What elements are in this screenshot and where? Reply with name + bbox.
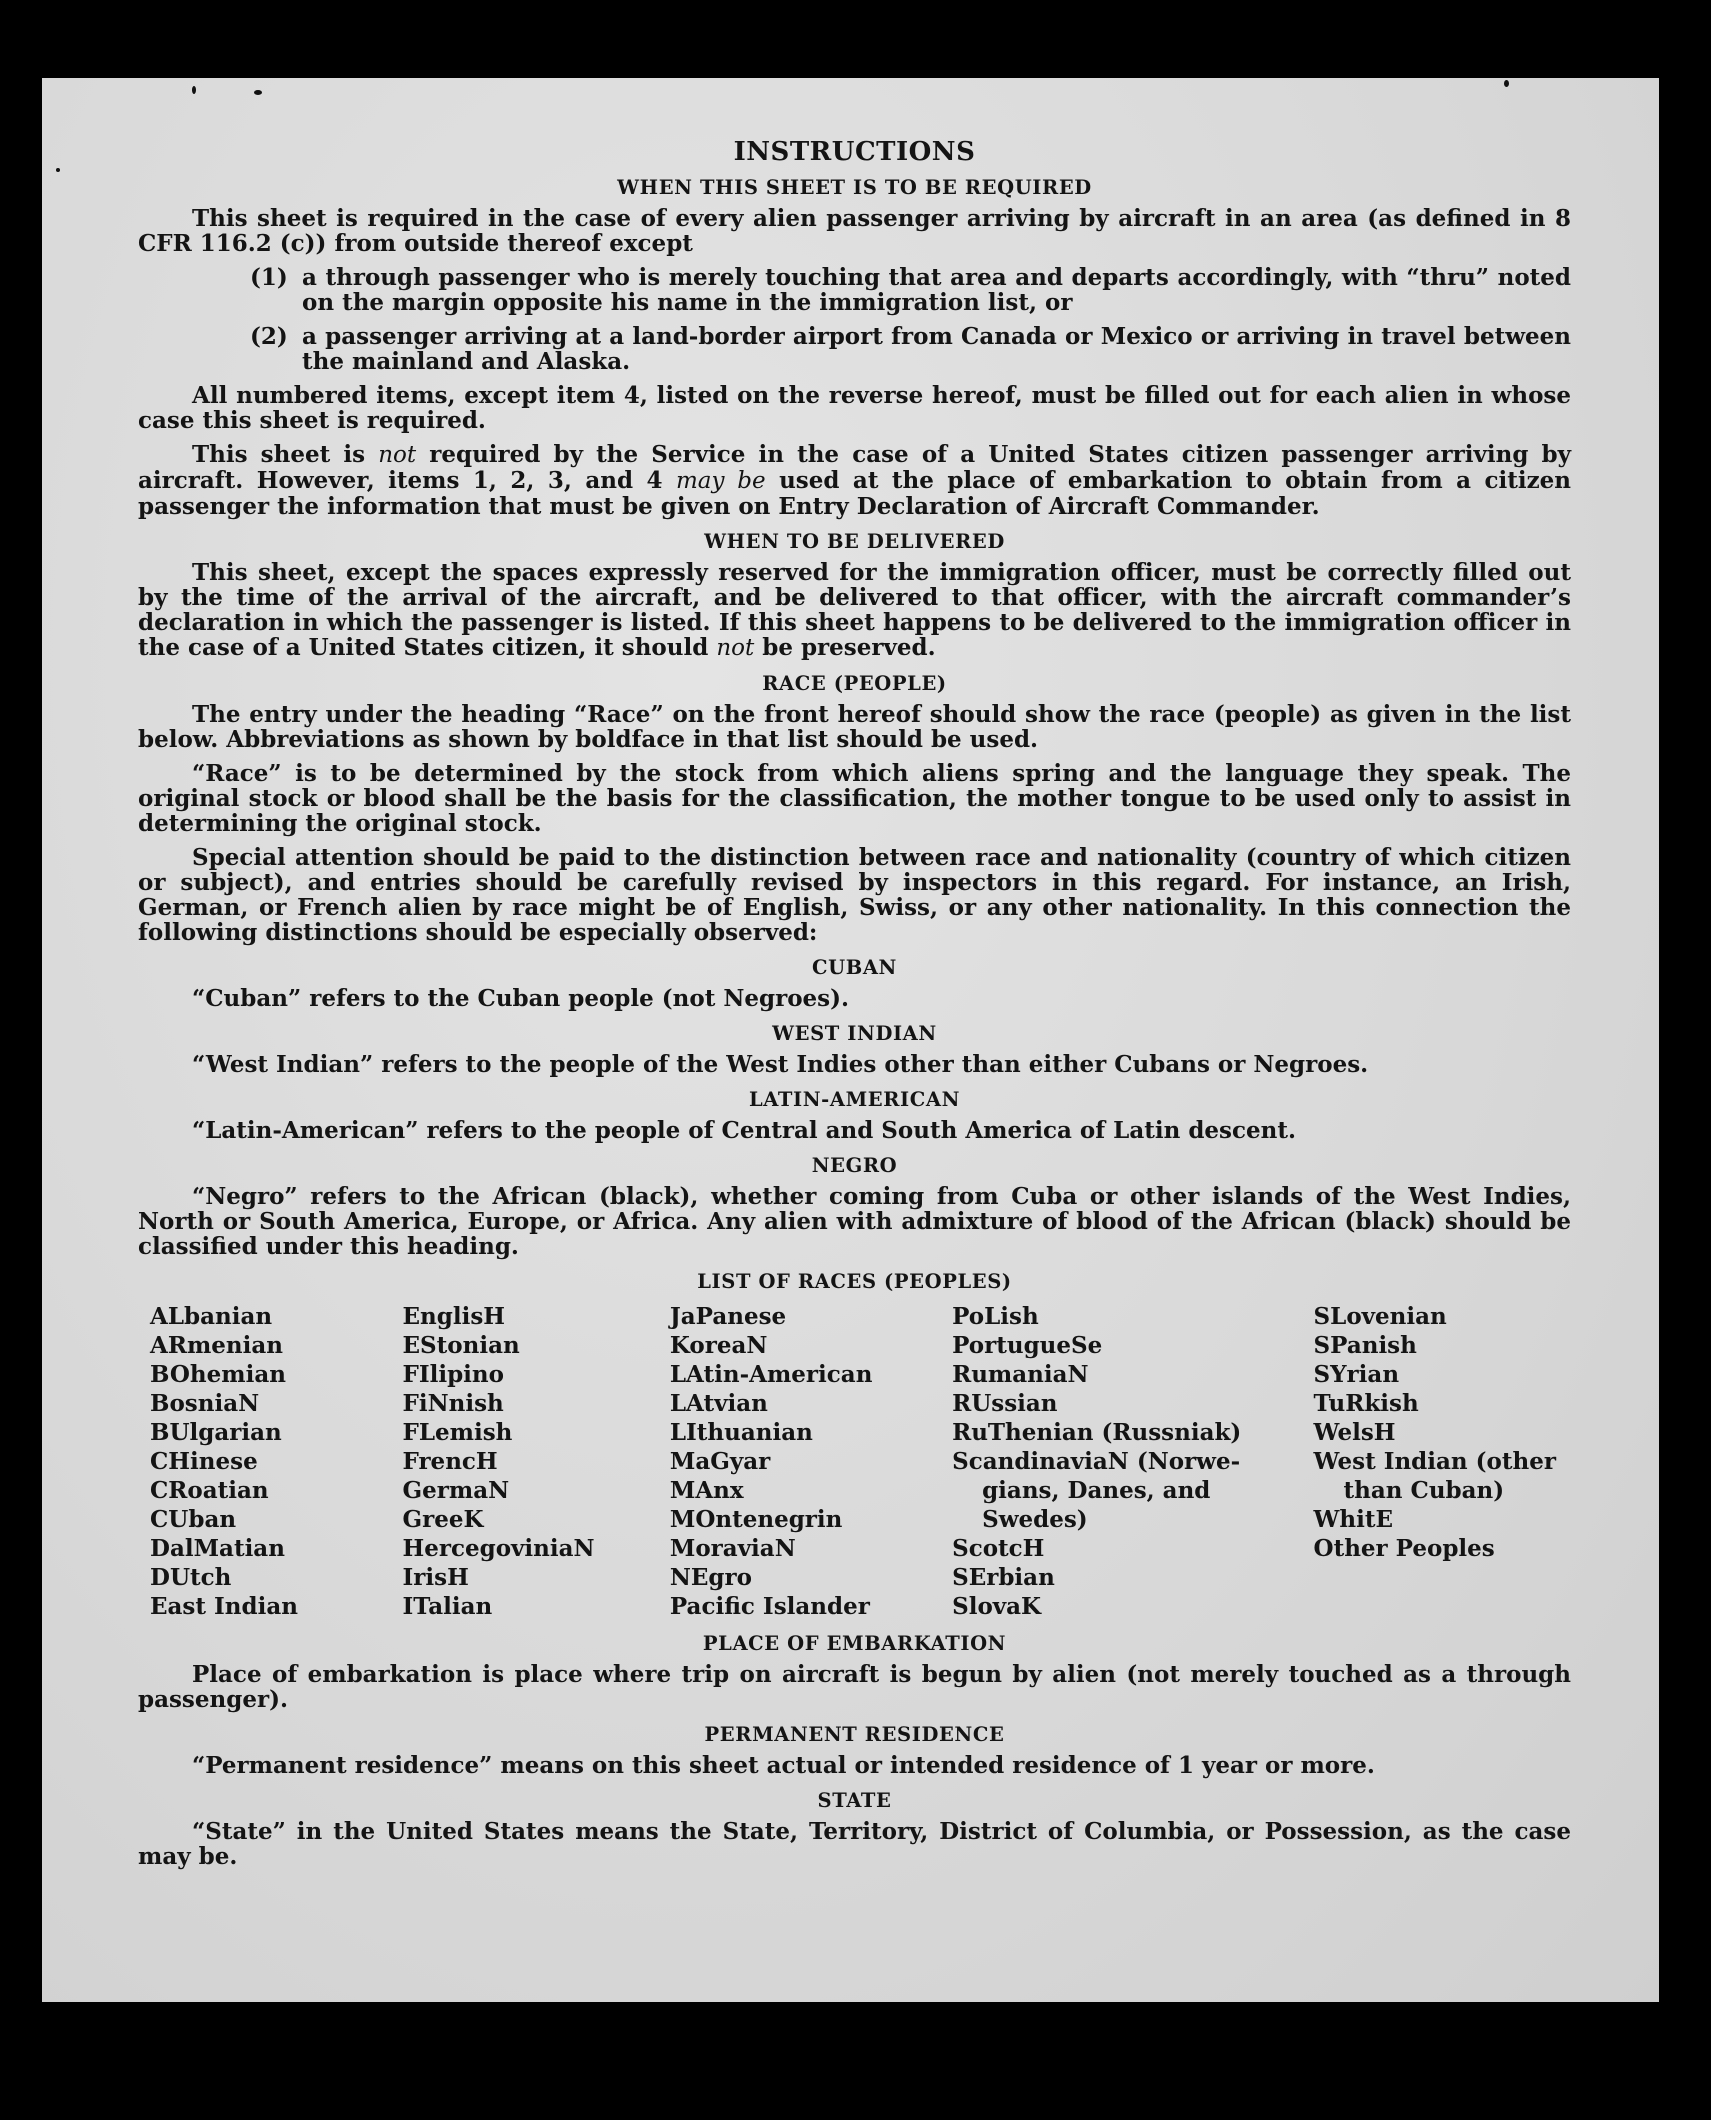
race-entry: SErbian bbox=[952, 1564, 1055, 1591]
race-entry: PortugueSe bbox=[952, 1332, 1103, 1359]
heading-list-of-races: LIST OF RACES (PEOPLES) bbox=[697, 1270, 1012, 1293]
required-citizen-note: This sheet is not required by the Service in the case of a United States citizen passenger arriving by aircraft. However, items 1, 2, 3, and 4 may be used at the place of embarkation to obtain from a citizen passenger the information that must be given on Entry Declaration of Aircraft Commander. bbox=[138, 441, 1571, 520]
race-entry: than Cuban) bbox=[1343, 1477, 1505, 1504]
race-entry: East Indian bbox=[150, 1593, 298, 1620]
race-entry: BosniaN bbox=[150, 1390, 260, 1417]
heading-permanent-residence: PERMANENT RESIDENCE bbox=[704, 1723, 1005, 1746]
heading-when-delivered: WHEN TO BE DELIVERED bbox=[704, 530, 1005, 553]
west-indian-definition: “West Indian” refers to the people of the West Indies other than either Cubans or Negroes. bbox=[192, 1051, 1369, 1078]
race-entry: FLemish bbox=[402, 1419, 513, 1446]
race-entry: BUlgarian bbox=[150, 1419, 282, 1446]
race-entry: MaGyar bbox=[669, 1448, 771, 1475]
race-entry: WelsH bbox=[1313, 1419, 1396, 1446]
race-entry: West Indian (other bbox=[1313, 1448, 1556, 1475]
exception-number: (1) bbox=[250, 264, 288, 291]
race-entry: RUssian bbox=[952, 1390, 1058, 1417]
scan-speck bbox=[254, 90, 262, 95]
residence-definition: “Permanent residence” means on this sheet actual or intended residence of 1 year or more. bbox=[192, 1752, 1375, 1779]
heading-negro: NEGRO bbox=[811, 1154, 898, 1177]
race-entry: MoraviaN bbox=[669, 1535, 796, 1562]
race-entry: ScotcH bbox=[952, 1535, 1045, 1562]
race-entry: RumaniaN bbox=[952, 1361, 1089, 1388]
race-paragraph-1: The entry under the heading “Race” on the front hereof should show the race (people) as given in the list below. Abbreviations as shown by boldface in that list should be used. bbox=[138, 701, 1571, 753]
required-numbered-items: All numbered items, except item 4, listed on the reverse hereof, must be filled out for each alien in whose case this sheet is required. bbox=[138, 382, 1571, 434]
race-entry: LAtvian bbox=[669, 1390, 768, 1417]
race-entry: ScandinaviaN (Norwe- bbox=[952, 1448, 1241, 1475]
heading-cuban: CUBAN bbox=[812, 956, 897, 979]
race-entry: WhitE bbox=[1313, 1506, 1393, 1533]
race-entry: DalMatian bbox=[150, 1535, 285, 1562]
race-entry: DUtch bbox=[150, 1564, 232, 1591]
race-entry: GermaN bbox=[402, 1477, 510, 1504]
race-entry: IrisH bbox=[402, 1564, 469, 1591]
cuban-definition: “Cuban” refers to the Cuban people (not Negroes). bbox=[192, 985, 850, 1012]
race-entry: GreeK bbox=[402, 1506, 484, 1533]
race-entry: CHinese bbox=[150, 1448, 258, 1475]
race-entry: SlovaK bbox=[952, 1593, 1042, 1620]
race-entry: SYrian bbox=[1313, 1361, 1400, 1388]
race-entry: CUban bbox=[150, 1506, 237, 1533]
race-entry: NEgro bbox=[669, 1564, 752, 1591]
delivered-text: This sheet, except the spaces expressly reserved for the immigration officer, must be correctly filled out by the time of the arrival of the aircraft, and be delivered to that officer, with the aircraft commander’s declaration in which the passenger is listed. If this sheet happens to be delivered to the immigration officer in the case of a United States citizen, it should not be preserved. bbox=[138, 559, 1571, 661]
heading-embarkation: PLACE OF EMBARKATION bbox=[702, 1632, 1007, 1655]
exception-text: a passenger arriving at a land-border airport from Canada or Mexico or arriving in travel between the mainland and Alaska. bbox=[302, 323, 1571, 375]
race-entry: PoLish bbox=[952, 1303, 1039, 1330]
race-entry: FiNnish bbox=[402, 1390, 504, 1417]
scan-speck bbox=[1504, 80, 1509, 87]
negro-definition: “Negro” refers to the African (black), whether coming from Cuba or other islands of the West Indies, North or South America, Europe, or Africa. Any alien with admixture of blood of the African (black) should be classified under this heading. bbox=[138, 1183, 1571, 1260]
races-column-5 bbox=[1314, 1302, 1571, 1621]
race-paragraph-3: Special attention should be paid to the distinction between race and nationality (country of which citizen or subject), and entries should be carefully revised by inspectors in this regard. For instance, an Irish, German, or French alien by race might be of English, Swiss, or any other nationality. In this connection the following distinctions should be especially observed: bbox=[138, 844, 1571, 946]
races-column-2 bbox=[403, 1302, 670, 1621]
race-entry: HercegoviniaN bbox=[402, 1535, 595, 1562]
race-entry: FIlipino bbox=[402, 1361, 504, 1388]
exception-text: a through passenger who is merely touching that area and departs accordingly, with “thru” noted on the margin opposite his name in the immigration list, or bbox=[302, 264, 1571, 316]
race-entry: TuRkish bbox=[1313, 1390, 1419, 1417]
race-paragraph-2: “Race” is to be determined by the stock from which aliens spring and the language they speak. The original stock or blood shall be the basis for the classification, the mother tongue to be used only to assist in determining the original stock. bbox=[138, 760, 1571, 837]
race-entry: ALbanian bbox=[150, 1303, 273, 1330]
scan-speck bbox=[192, 86, 196, 94]
races-column-4 bbox=[952, 1302, 1313, 1621]
race-entry: SLovenian bbox=[1313, 1303, 1447, 1330]
race-entry: CRoatian bbox=[150, 1477, 269, 1504]
race-entry: SPanish bbox=[1313, 1332, 1417, 1359]
scan-speck bbox=[56, 168, 60, 172]
race-entry: EStonian bbox=[402, 1332, 520, 1359]
race-entry: Pacific Islander bbox=[669, 1593, 870, 1620]
race-entry: LAtin-American bbox=[669, 1361, 873, 1388]
race-entry: ITalian bbox=[402, 1593, 493, 1620]
race-entry: MAnx bbox=[669, 1477, 744, 1504]
heading-race: RACE (PEOPLE) bbox=[762, 672, 947, 695]
heading-state: STATE bbox=[817, 1789, 892, 1812]
page-title: INSTRUCTIONS bbox=[733, 137, 976, 167]
exception-item-1 bbox=[138, 265, 1571, 315]
race-entry: Swedes) bbox=[982, 1506, 1088, 1533]
document-page bbox=[42, 78, 1659, 2002]
embarkation-definition: Place of embarkation is place where trip on aircraft is begun by alien (not merely touched as a through passenger). bbox=[138, 1661, 1571, 1713]
required-intro: This sheet is required in the case of every alien passenger arriving by aircraft in an area (as defined in 8 CFR 116.2 (c)) from outside thereof except bbox=[138, 205, 1571, 257]
exception-number: (2) bbox=[250, 323, 288, 350]
race-entry: FrencH bbox=[402, 1448, 498, 1475]
races-column-3 bbox=[670, 1302, 952, 1621]
race-entry: MOntenegrin bbox=[669, 1506, 843, 1533]
heading-west-indian: WEST INDIAN bbox=[772, 1022, 937, 1045]
latin-american-definition: “Latin-American” refers to the people of Central and South America of Latin descent. bbox=[192, 1117, 1296, 1144]
race-entry: Other Peoples bbox=[1313, 1535, 1495, 1562]
race-entry: gians, Danes, and bbox=[982, 1477, 1211, 1504]
races-list bbox=[138, 1302, 1571, 1621]
exception-item-2 bbox=[138, 324, 1571, 374]
race-entry: EnglisH bbox=[402, 1303, 506, 1330]
race-entry: KoreaN bbox=[669, 1332, 768, 1359]
state-definition: “State” in the United States means the State, Territory, District of Columbia, or Possession, as the case may be. bbox=[138, 1818, 1571, 1870]
race-entry: LIthuanian bbox=[669, 1419, 813, 1446]
heading-when-required: WHEN THIS SHEET IS TO BE REQUIRED bbox=[617, 176, 1092, 199]
race-entry: BOhemian bbox=[150, 1361, 286, 1388]
race-entry: JaPanese bbox=[669, 1303, 787, 1330]
race-entry: ARmenian bbox=[150, 1332, 284, 1359]
race-entry: RuThenian (Russniak) bbox=[952, 1419, 1242, 1446]
races-column-1 bbox=[150, 1302, 403, 1621]
heading-latin-american: LATIN-AMERICAN bbox=[748, 1088, 961, 1111]
